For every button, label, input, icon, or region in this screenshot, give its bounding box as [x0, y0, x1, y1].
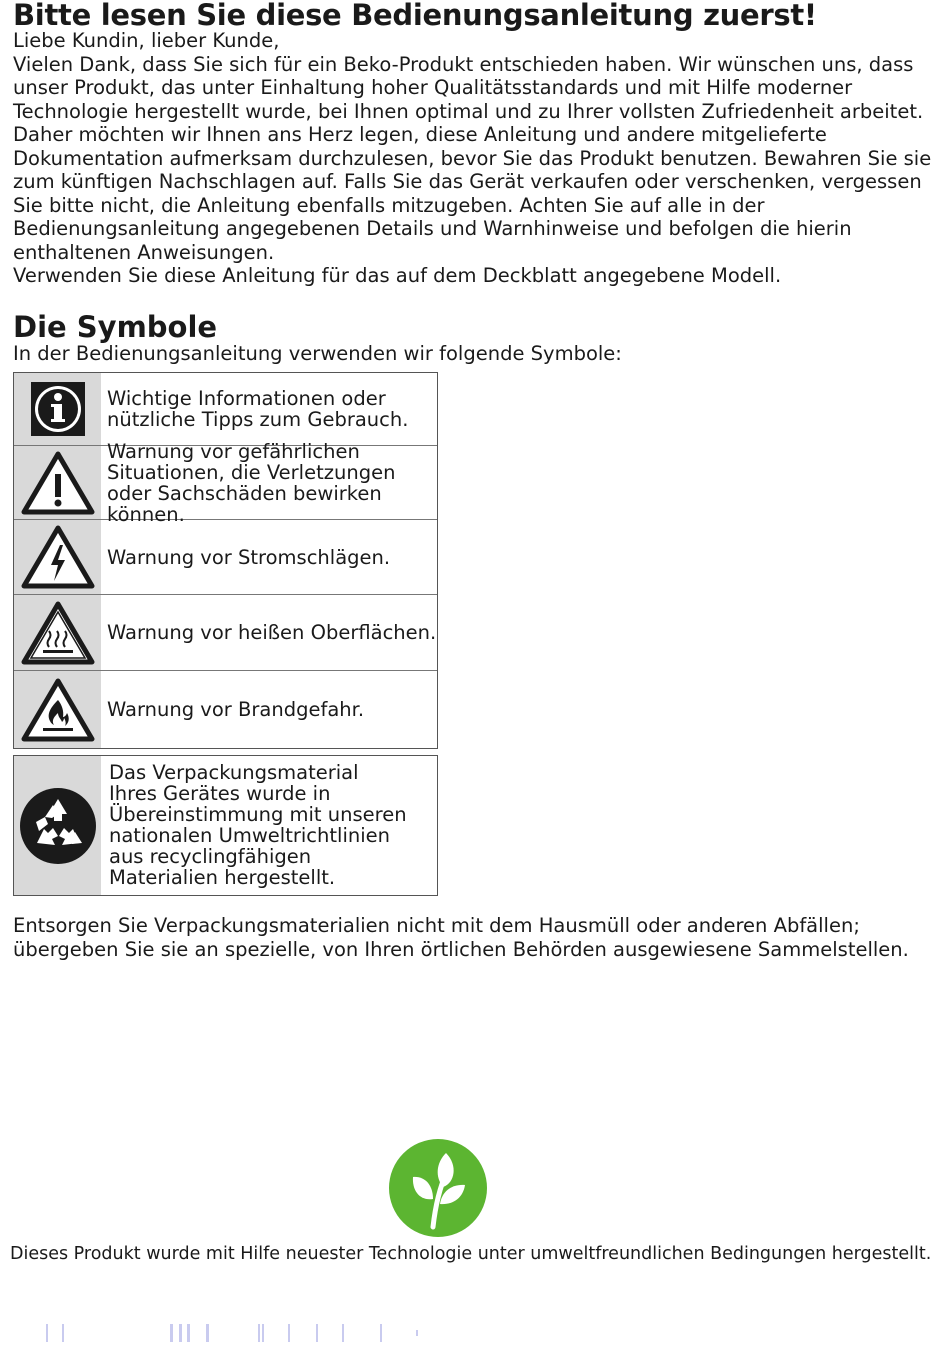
- leaf-icon: [389, 1139, 487, 1241]
- symbol-row-hot-surface: [14, 594, 437, 670]
- disposal-note: Entsorgen Sie Verpackungsmaterialien nicht mit dem Hausmüll oder anderen Abfällen; übergeben Sie sie an spezielle, von Ihren örtlichen Behörden ausgewiesene Sammelstellen.: [13, 914, 909, 961]
- recycle-icon: [14, 756, 101, 895]
- electric-shock-icon: [14, 520, 101, 594]
- section-title-symbols: Die Symbole: [13, 310, 218, 344]
- symbol-row-fire: [14, 670, 437, 748]
- symbol-text: Warnung vor gefährlichen Situationen, die Verletzungen oder Sachschäden bewirken können.: [107, 439, 396, 526]
- info-icon: [14, 373, 101, 445]
- hot-surface-icon: [14, 595, 101, 670]
- intro-text: [13, 29, 943, 288]
- symbol-text: Warnung vor Stromschlägen.: [107, 545, 391, 569]
- salutation: Liebe Kundin, lieber Kunde,: [13, 29, 280, 52]
- intro-body: Vielen Dank, dass Sie sich für ein Beko-Produkt entschieden haben. Wir wünschen uns, dass unser Produkt, das unter Einhaltung hoher Qualitätsstandards und mit Hilfe moderner Technologie hergestellt wurde, bei Ihnen optimal und zu Ihrer vollsten Zufriedenheit arbeitet. Daher möchten wir Ihnen ans Herz legen, diese Anleitung und andere mitgelieferte Dokumentation aufmerksam durchzulesen, bevor Sie das Produkt benutzen. Bewahren Sie sie zum künftigen Nachschlagen auf. Falls Sie das Gerät verkaufen oder verschenken, vergessen Sie bitte nicht, die Anleitung ebenfalls mitzugeben. Achten Sie auf alle in der Bedienungsanleitung angegebenen Details und Warnhinweise und befolgen die hierin enthaltenen Anweisungen.: [13, 52, 932, 264]
- symbol-row-electric: [14, 519, 437, 594]
- page-title: Bitte lesen Sie diese Bedienungsanleitung zuerst!: [13, 0, 817, 32]
- recycle-text: Das Verpackungsmaterial Ihres Gerätes wurde in Übereinstimmung mit unseren nationalen Umweltrichtlinien aus recyclingfähigen Materialien hergestellt.: [109, 761, 407, 889]
- symbol-text: Warnung vor heißen Oberflächen.: [107, 621, 437, 644]
- warning-icon: [14, 446, 101, 519]
- symbols-table: [13, 372, 438, 749]
- symbol-row-warning: [14, 439, 437, 526]
- print-marks: [0, 1318, 430, 1346]
- symbol-text: Warnung vor Brandgefahr.: [107, 698, 365, 721]
- eco-note: Dieses Produkt wurde mit Hilfe neuester Technologie unter umweltfreundlichen Bedingungen hergestellt.: [10, 1244, 932, 1264]
- recycle-box: [13, 755, 438, 896]
- symbols-intro: In der Bedienungsanleitung verwenden wir folgende Symbole:: [13, 342, 622, 365]
- fire-hazard-icon: [14, 671, 101, 748]
- symbol-row-info: [14, 373, 437, 445]
- model-note: Verwenden Sie diese Anleitung für das auf dem Deckblatt angegebene Modell.: [13, 264, 782, 287]
- symbol-text: Wichtige Informationen oder nützliche Tipps zum Gebrauch.: [107, 387, 409, 431]
